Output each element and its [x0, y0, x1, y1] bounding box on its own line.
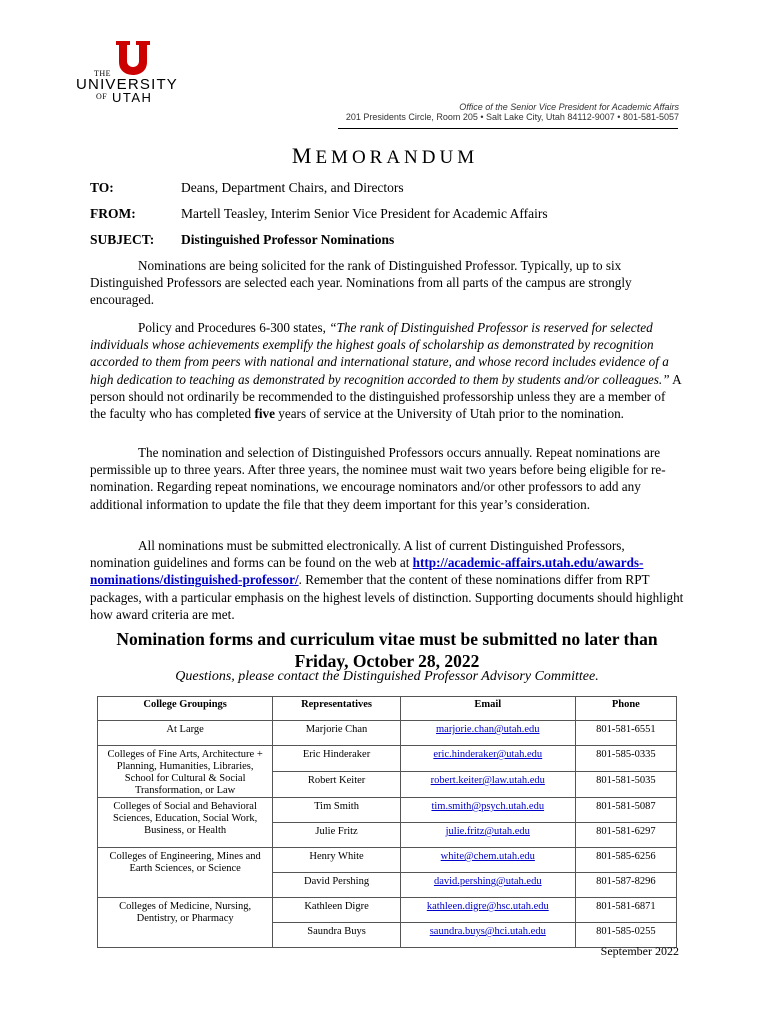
subject-label: SUBJECT:: [90, 232, 155, 247]
rep-phone: 801-587-8296: [575, 873, 676, 898]
nominations-link[interactable]: http://academic-affairs.utah.edu/awards-nominations/distinguished-professor/: [90, 555, 644, 588]
committee-table: [97, 696, 677, 948]
paragraph-2-rest-a: A person should not ordinarily be recommended to the distinguished professorship unless they are a member of the faculty who has completed: [90, 371, 681, 422]
rep-email-link[interactable]: saundra.buys@hci.utah.edu: [429, 926, 546, 937]
rep-phone: 801-581-6551: [575, 721, 676, 746]
group-at-large: At Large: [98, 721, 273, 746]
table-row: [98, 848, 677, 873]
rep-email-link[interactable]: tim.smith@psych.utah.edu: [431, 801, 545, 812]
deadline-notice: [90, 628, 684, 672]
rep-email-link[interactable]: robert.keiter@law.utah.edu: [430, 775, 545, 786]
table-row: [98, 798, 677, 823]
rep-email-link[interactable]: marjorie.chan@utah.edu: [436, 724, 540, 735]
rep-email-link[interactable]: kathleen.digre@hsc.utah.edu: [426, 901, 549, 912]
memo-title-rest: EMORANDUM: [315, 147, 479, 168]
office-address: 201 Presidents Circle, Room 205 • Salt Lake City, Utah 84112-9007 • 801-581-5057: [345, 112, 679, 122]
rep-phone: 801-581-5087: [575, 798, 676, 823]
to-value: Deans, Department Chairs, and Directors: [181, 180, 404, 195]
header-divider: [338, 128, 678, 129]
paragraph-3-text: The nomination and selection of Distinguished Professors occurs annually. Repeat nominations are permissible up to three years. After three years, the nominee must wait two years before being eligible for re-nomination. Regarding repeat nominations, we encourage nominators and/or other professors to add any additional information to update the file that they deem important for this year’s consideration.: [90, 445, 666, 512]
policy-quote: “The rank of Distinguished Professor is reserved for selected individuals whose achievements exemplify the highest goals of scholarship as demonstrated by recognition accorded to them from peers with national and international stature, and whose record includes evidence of a high dedication to teaching as demonstrated by recognition accorded to them by students and/or colleagues.”: [90, 320, 670, 387]
rep-email-link[interactable]: julie.fritz@utah.edu: [445, 826, 530, 837]
questions-note: Questions, please contact the Distinguished Professor Advisory Committee.: [175, 669, 599, 684]
paragraph-1: [90, 257, 684, 309]
group-engineering: Colleges of Engineering, Mines and Earth Sciences, or Science: [98, 848, 273, 898]
rep-name: David Pershing: [273, 873, 401, 898]
table-row: [98, 898, 677, 923]
university-logo: [76, 40, 178, 106]
subject-value: Distinguished Professor Nominations: [181, 232, 395, 247]
col-header-representatives: Representatives: [273, 697, 401, 721]
to-label: TO:: [90, 180, 114, 195]
logo-university: UNIVERSITY: [76, 76, 179, 93]
rep-phone: 801-585-0255: [575, 923, 676, 948]
rep-name: Tim Smith: [273, 798, 401, 823]
rep-phone: 801-585-6256: [575, 848, 676, 873]
logo-utah: UTAH: [112, 90, 153, 105]
memo-title: [0, 143, 770, 169]
from-label: FROM:: [90, 206, 136, 221]
paragraph-2-rest-b: years of service at the University of Utah prior to the nomination.: [274, 406, 624, 422]
rep-name: Robert Keiter: [273, 772, 401, 798]
paragraph-4: [90, 537, 684, 623]
logo-the: THE: [94, 69, 112, 78]
rep-email-link[interactable]: eric.hinderaker@utah.edu: [433, 749, 543, 760]
rep-name: Kathleen Digre: [273, 898, 401, 923]
rep-email-link[interactable]: white@chem.utah.edu: [440, 851, 535, 862]
paragraph-2: [90, 319, 684, 422]
rep-phone: 801-581-6297: [575, 823, 676, 848]
rep-name: Marjorie Chan: [273, 721, 401, 746]
table-row: [98, 721, 677, 746]
deadline-line-2: Friday, October 28, 2022: [294, 651, 480, 671]
deadline-line-1: Nomination forms and curriculum vitae must be submitted no later than: [116, 629, 658, 649]
office-name: Office of the Senior Vice President for Academic Affairs: [459, 102, 679, 112]
rep-name: Henry White: [273, 848, 401, 873]
rep-phone: 801-581-6871: [575, 898, 676, 923]
office-header: [346, 102, 679, 122]
col-header-phone: Phone: [575, 697, 676, 721]
col-header-groupings: College Groupings: [98, 697, 273, 721]
rep-phone: 801-585-0335: [575, 746, 676, 772]
rep-name: Eric Hinderaker: [273, 746, 401, 772]
paragraph-3: [90, 444, 684, 513]
table-row: [98, 746, 677, 772]
group-fine-arts: Colleges of Fine Arts, Architecture + Planning, Humanities, Libraries, School for Cultural & Social Transformation, or Law: [98, 746, 273, 798]
rep-name: Saundra Buys: [273, 923, 401, 948]
memo-title-first: M: [291, 143, 316, 168]
paragraph-2-intro: Policy and Procedures 6-300 states,: [138, 320, 330, 335]
from-value: Martell Teasley, Interim Senior Vice President for Academic Affairs: [181, 206, 548, 221]
paragraph-4-text-a: All nominations must be submitted electronically. A list of current Distinguished Professors, nomination guidelines and forms can be found on the web at: [90, 538, 625, 571]
rep-phone: 801-581-5035: [575, 772, 676, 798]
block-u-icon: [76, 40, 178, 80]
rep-email-link[interactable]: david.pershing@utah.edu: [433, 876, 542, 887]
paragraph-2-bold: five: [254, 406, 275, 422]
table-header-row: [98, 697, 677, 721]
logo-of: OF: [96, 92, 108, 101]
group-medicine: Colleges of Medicine, Nursing, Dentistry, or Pharmacy: [98, 898, 273, 948]
group-social-sciences: Colleges of Social and Behavioral Sciences, Education, Social Work, Business, or Health: [98, 798, 273, 848]
memo-date: September 2022: [600, 944, 679, 958]
paragraph-1-text: Nominations are being solicited for the rank of Distinguished Professor. Typically, up to six Distinguished Professors are selected each year. Nominations from all parts of the campus are strongly encouraged.: [90, 258, 632, 308]
rep-name: Julie Fritz: [273, 823, 401, 848]
col-header-email: Email: [400, 697, 575, 721]
paragraph-4-text-b: . Remember that the content of these nominations differ from RPT packages, with a particular emphasis on the highest levels of distinction. Supporting documents should highlight how award criteria are met.: [90, 572, 684, 622]
